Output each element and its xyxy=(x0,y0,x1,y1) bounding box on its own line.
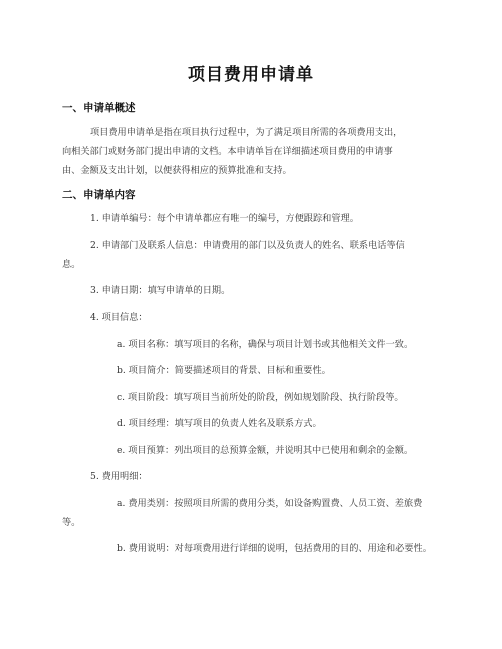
item-4a: a. 项目名称：填写项目的名称，确保与项目计划书或其他相关文件一致。 xyxy=(117,339,414,350)
item-4d: d. 项目经理：填写项目的负责人姓名及联系方式。 xyxy=(117,418,322,429)
item-4c: c. 项目阶段：填写项目当前所处的阶段，例如规划阶段、执行阶段等。 xyxy=(117,392,404,403)
item-5b: b. 费用说明：对每项费用进行详细的说明，包括费用的目的、用途和必要性。 xyxy=(117,543,432,554)
item-4b: b. 项目简介：简要描述项目的背景、目标和重要性。 xyxy=(117,365,331,376)
item-3: 3. 申请日期：填写申请单的日期。 xyxy=(90,285,231,296)
overview-line-2: 向相关部门或财务部门提出申请的文档。本申请单旨在详细描述项目费用的申请事 xyxy=(62,146,393,157)
section-heading-overview: 一、申请单概述 xyxy=(62,102,136,114)
item-4: 4. 项目信息： xyxy=(90,312,148,323)
item-4e: e. 项目预算：列出项目的总预算金额，并说明其中已使用和剩余的金额。 xyxy=(117,445,414,456)
overview-line-3: 由、金额及支出计划，以便获得相应的预算批准和支持。 xyxy=(62,165,292,176)
page-title: 项目费用申请单 xyxy=(188,65,314,85)
item-1: 1. 申请单编号：每个申请单都应有唯一的编号，方便跟踪和管理。 xyxy=(90,213,359,224)
section-heading-content: 二、申请单内容 xyxy=(62,189,136,201)
item-5a-line-2: 等。 xyxy=(62,517,81,528)
item-5a-line-1: a. 费用类别：按照项目所需的费用分类，如设备购置费、人员工资、差旅费 xyxy=(117,498,423,509)
item-2-line-1: 2. 申请部门及联系人信息：申请费用的部门以及负责人的姓名、联系电话等信 xyxy=(90,240,405,251)
item-5: 5. 费用明细： xyxy=(90,471,148,482)
overview-line-1: 项目费用申请单是指在项目执行过程中，为了满足项目所需的各项费用支出， xyxy=(90,127,403,138)
item-2-line-2: 息。 xyxy=(62,259,81,270)
